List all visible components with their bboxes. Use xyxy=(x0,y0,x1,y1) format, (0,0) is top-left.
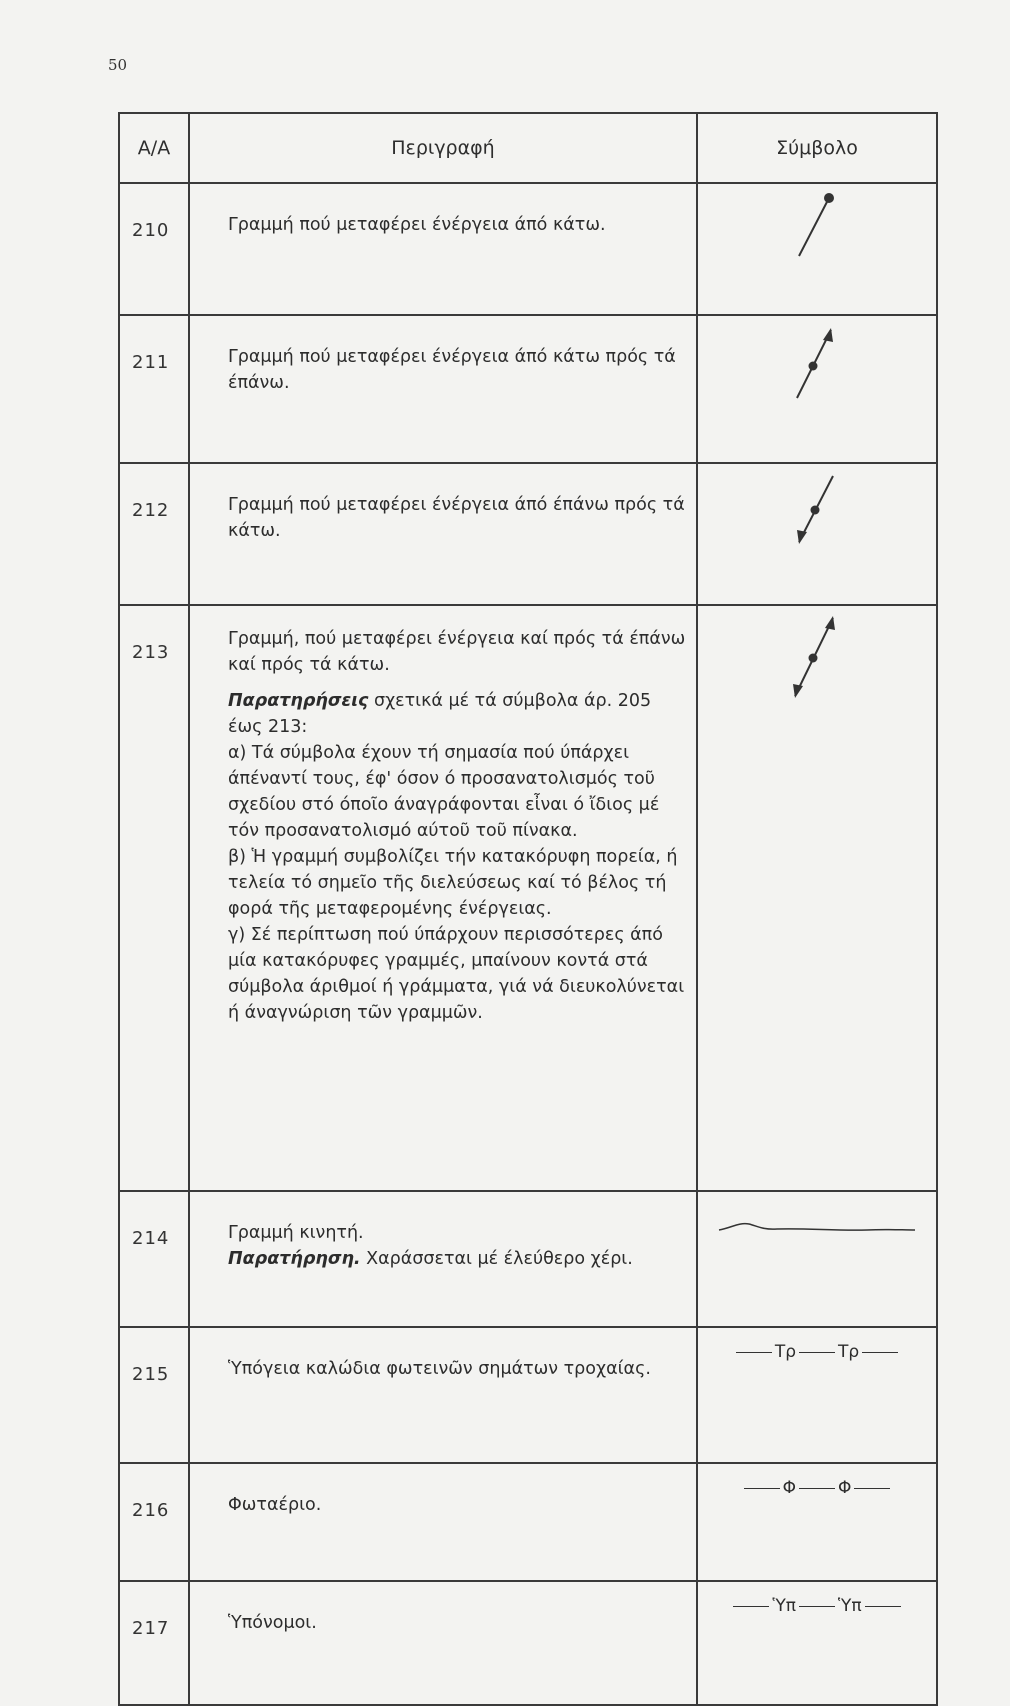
traffic-cable-symbol xyxy=(698,1328,936,1362)
symbol-label: Τρ xyxy=(838,1342,860,1362)
row-symbol xyxy=(697,1327,937,1463)
symbol-label: Ὑπ xyxy=(838,1596,862,1616)
gas-line-symbol xyxy=(698,1464,936,1498)
row-description xyxy=(189,463,697,605)
observation-label: Παρατήρηση. xyxy=(228,1249,361,1269)
row-symbol xyxy=(697,315,937,463)
dash-line xyxy=(744,1488,780,1489)
dash-line xyxy=(799,1488,835,1489)
sewer-line-symbol xyxy=(698,1582,936,1616)
row-description xyxy=(189,1463,697,1581)
table-row xyxy=(119,463,937,605)
row-symbol xyxy=(697,1191,937,1327)
row-description xyxy=(189,315,697,463)
table-row xyxy=(119,605,937,1191)
row-symbol xyxy=(697,463,937,605)
table-row xyxy=(119,1327,937,1463)
row-description xyxy=(189,183,697,315)
row-number: 210 xyxy=(119,183,189,315)
table-row xyxy=(119,1191,937,1327)
observations-text: σχετικά μέ τά σύμβολα άρ. 205 έως 213: xyxy=(228,691,652,737)
row-description xyxy=(189,1581,697,1705)
wavy-line-wrap xyxy=(698,1192,936,1238)
observation-c: γ) Σέ περίπτωση πού ύπάρχουν περισσότερες άπό μία κατακόρυφες γραμμές, μπαίνουν κοντά στά σύμβολα άριθμοί ή γράμματα, γιά νά διευκολύνεται ή άναγνώριση τῶν γραμμῶν. xyxy=(228,925,685,1023)
row-symbol xyxy=(697,1463,937,1581)
observations-label: Παρατηρήσεις xyxy=(228,691,369,711)
observation-text: Χαράσσεται μέ έλεύθερο χέρι. xyxy=(366,1249,633,1269)
table-row xyxy=(119,183,937,315)
vertical-line-from-below-icon xyxy=(777,184,857,264)
header-symbol: Σύμβολο xyxy=(697,113,937,183)
description-text: Γραμμή πού μεταφέρει ένέργεια άπό κάτω. xyxy=(228,215,606,235)
row-description xyxy=(189,1327,697,1463)
row-description xyxy=(189,605,697,1191)
observations-intro xyxy=(228,688,688,740)
table-row xyxy=(119,315,937,463)
row-number: 215 xyxy=(119,1327,189,1463)
description-text: Ὑπόγεια καλώδια φωτεινῶν σημάτων τροχαίας. xyxy=(228,1359,651,1379)
vertical-line-double-arrow-icon xyxy=(777,606,857,706)
observation-a: α) Τά σύμβολα έχουν τή σημασία πού ύπάρχει άπέναντί τους, έφ' όσον ό προσανατολισμός τοῦ σχεδίου στό όποῖο άναγράφονται εἶναι ό ἴδιος μέ τόν προσανατολισμό αύτοῦ τοῦ πίνακα. xyxy=(228,743,660,841)
dash-line xyxy=(736,1352,772,1353)
table-header-row xyxy=(119,113,937,183)
vertical-line-upward-arrow-icon xyxy=(777,316,857,412)
dash-line xyxy=(733,1606,769,1607)
description-text: Φωταέριο. xyxy=(228,1495,322,1515)
table-row xyxy=(119,1581,937,1705)
row-symbol xyxy=(697,605,937,1191)
table-row xyxy=(119,1463,937,1581)
symbol-label: Φ xyxy=(838,1478,852,1498)
vertical-line-downward-arrow-icon xyxy=(777,464,857,554)
dash-line xyxy=(799,1606,835,1607)
description-text: Γραμμή πού μεταφέρει ένέργεια άπό κάτω πρός τά έπάνω. xyxy=(228,347,676,393)
wavy-line-icon xyxy=(717,1218,917,1238)
symbol-label: Τρ xyxy=(774,1342,796,1362)
row-number: 214 xyxy=(119,1191,189,1327)
dash-line xyxy=(799,1352,835,1353)
description-text: Γραμμή κινητή. xyxy=(228,1223,364,1243)
dash-line xyxy=(862,1352,898,1353)
row-symbol xyxy=(697,183,937,315)
description-text: Γραμμή, πού μεταφέρει ένέργεια καί πρός τά έπάνω καί πρός τά κάτω. xyxy=(228,629,686,675)
row-description xyxy=(189,1191,697,1327)
description-text: Ὑπόνομοι. xyxy=(228,1613,317,1633)
row-number: 213 xyxy=(119,605,189,1191)
dash-line xyxy=(854,1488,890,1489)
header-number: Α/Α xyxy=(119,113,189,183)
observation-note xyxy=(228,1246,688,1272)
row-number: 211 xyxy=(119,315,189,463)
row-number: 212 xyxy=(119,463,189,605)
dash-line xyxy=(865,1606,901,1607)
page-number: 50 xyxy=(108,56,128,74)
row-symbol xyxy=(697,1581,937,1705)
row-number: 217 xyxy=(119,1581,189,1705)
row-number: 216 xyxy=(119,1463,189,1581)
header-description: Περιγραφή xyxy=(189,113,697,183)
symbol-label: Ὑπ xyxy=(772,1596,796,1616)
description-text: Γραμμή πού μεταφέρει ένέργεια άπό έπάνω πρός τά κάτω. xyxy=(228,495,685,541)
observation-b: β) Ἡ γραμμή συμβολίζει τήν κατακόρυφη πορεία, ή τελεία τό σημεῖο τῆς διελεύσεως καί τό βέλος τή φορά τῆς μεταφερομένης ένέργειας. xyxy=(228,847,678,919)
symbols-table xyxy=(118,112,938,1706)
symbol-label: Φ xyxy=(782,1478,796,1498)
